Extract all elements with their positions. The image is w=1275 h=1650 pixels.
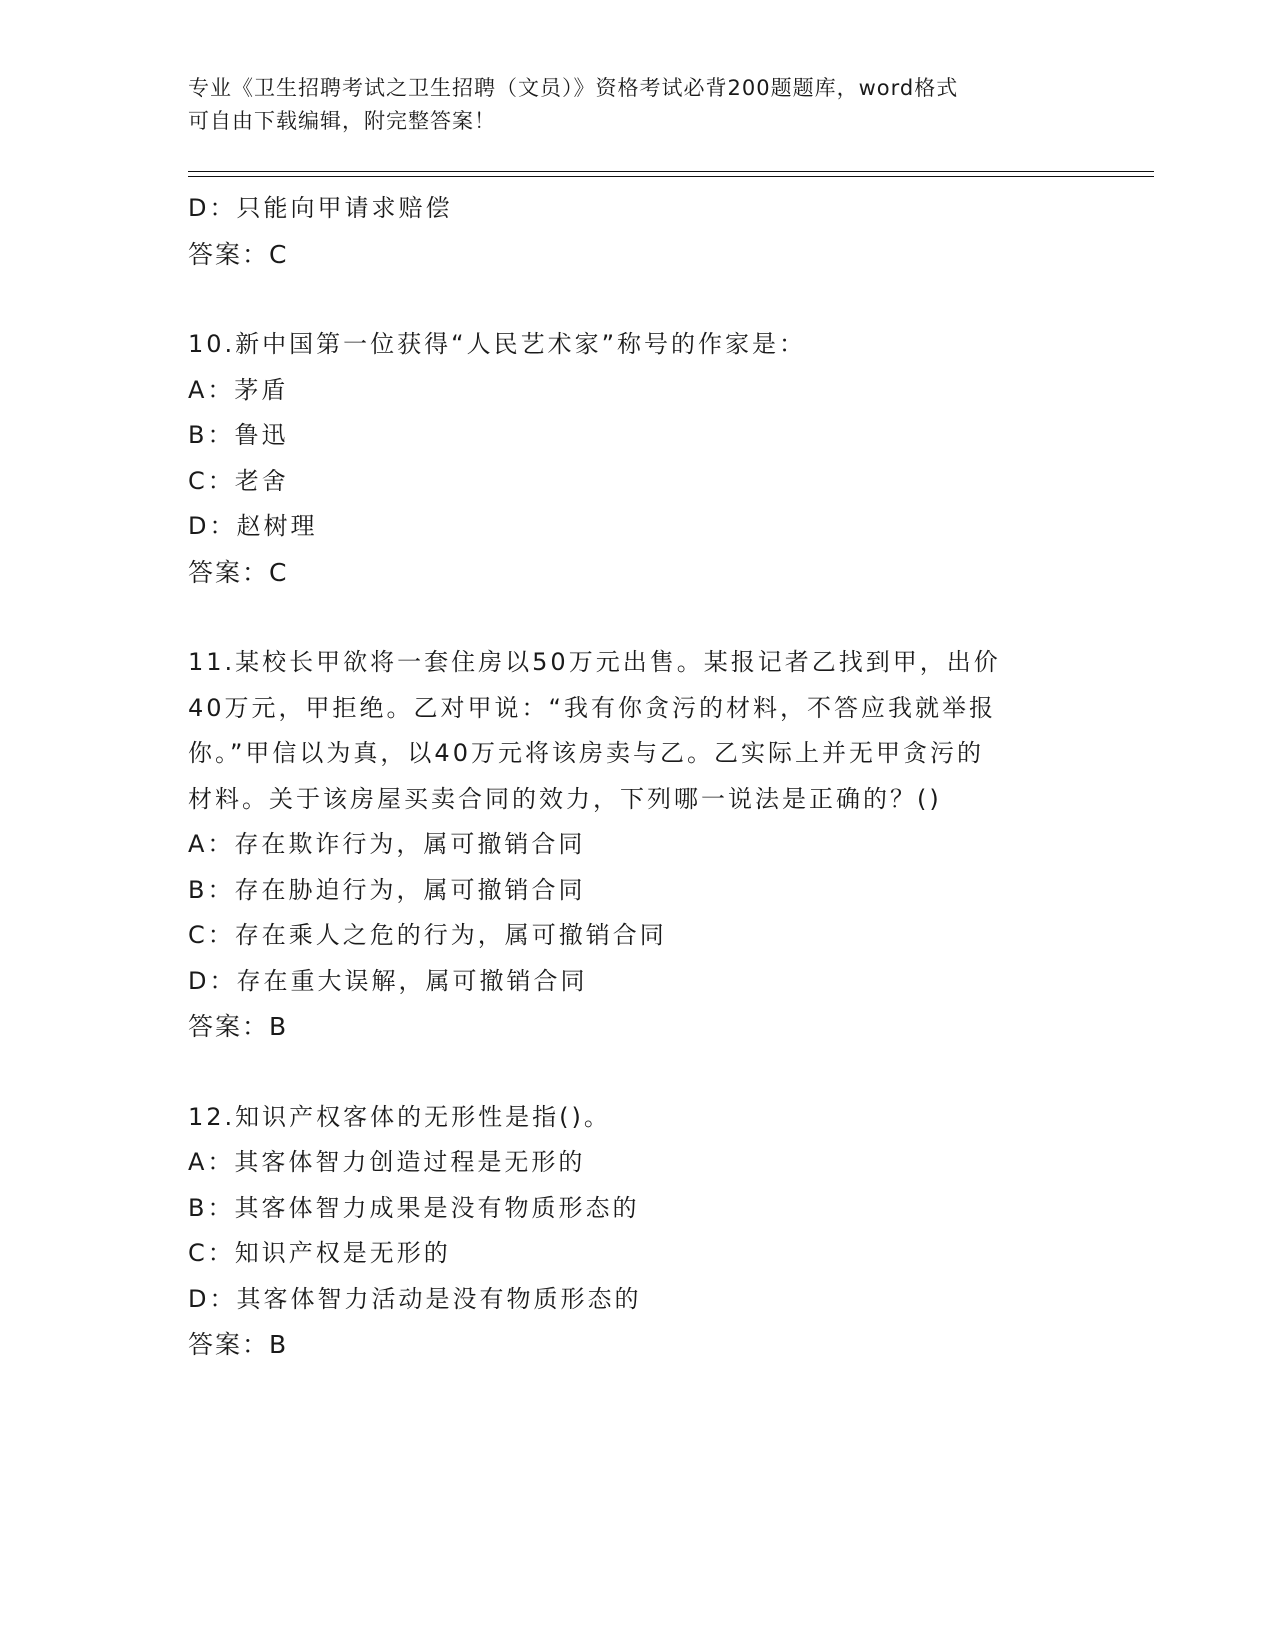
question-stem-line: 40万元，甲拒绝。乙对甲说：“我有你贪污的材料，不答应我就举报 bbox=[188, 693, 996, 722]
header-line-1: 专业《卫生招聘考试之卫生招聘（文员）》资格考试必背200题题库，word格式 bbox=[188, 76, 959, 100]
header-rule-top bbox=[188, 171, 1154, 172]
option-d: D：只能向甲请求赔偿 bbox=[188, 194, 453, 222]
question-stem: 10.新中国第一位获得“人民艺术家”称号的作家是： bbox=[188, 330, 807, 358]
question-12 bbox=[188, 1095, 1088, 1368]
option-c: C：老舍 bbox=[188, 466, 289, 495]
answer-line: 答案：B bbox=[188, 1330, 289, 1359]
header-line-2: 可自由下载编辑，附完整答案！ bbox=[188, 109, 496, 133]
question-stem-line: 你。”甲信以为真，以40万元将该房卖与乙。乙实际上并无甲贪污的 bbox=[188, 739, 984, 767]
option-a: A：其客体智力创造过程是无形的 bbox=[188, 1148, 586, 1176]
question-content bbox=[188, 186, 1088, 1368]
question-11 bbox=[188, 640, 1088, 1050]
question-spacer bbox=[188, 1050, 1088, 1095]
option-a: A：茅盾 bbox=[188, 375, 289, 404]
option-d: D：存在重大误解，属可撤销合同 bbox=[188, 966, 588, 995]
question-spacer bbox=[188, 595, 1088, 640]
option-b: B：存在胁迫行为，属可撤销合同 bbox=[188, 875, 586, 904]
answer-line: 答案：C bbox=[188, 557, 289, 587]
question-10 bbox=[188, 322, 1088, 595]
answer-line: 答案：B bbox=[188, 1012, 289, 1041]
answer-line: 答案：C bbox=[188, 239, 289, 269]
option-b: B：其客体智力成果是没有物质形态的 bbox=[188, 1193, 640, 1222]
option-b: B：鲁迅 bbox=[188, 421, 289, 449]
option-a: A：存在欺诈行为，属可撤销合同 bbox=[188, 830, 586, 858]
document-header bbox=[188, 72, 1068, 138]
question-spacer bbox=[188, 277, 1088, 322]
question-stem-line: 材料。关于该房屋买卖合同的效力，下列哪一说法是正确的？() bbox=[188, 784, 942, 813]
option-d: D：其客体智力活动是没有物质形态的 bbox=[188, 1284, 642, 1313]
question-stem: 12.知识产权客体的无形性是指()。 bbox=[188, 1102, 611, 1131]
header-rule-bottom bbox=[188, 176, 1154, 177]
option-c: C：存在乘人之危的行为，属可撤销合同 bbox=[188, 921, 667, 949]
question-stem-line: 11.某校长甲欲将一套住房以50万元出售。某报记者乙找到甲，出价 bbox=[188, 648, 1001, 676]
option-c: C：知识产权是无形的 bbox=[188, 1239, 451, 1267]
option-d: D：赵树理 bbox=[188, 512, 318, 540]
